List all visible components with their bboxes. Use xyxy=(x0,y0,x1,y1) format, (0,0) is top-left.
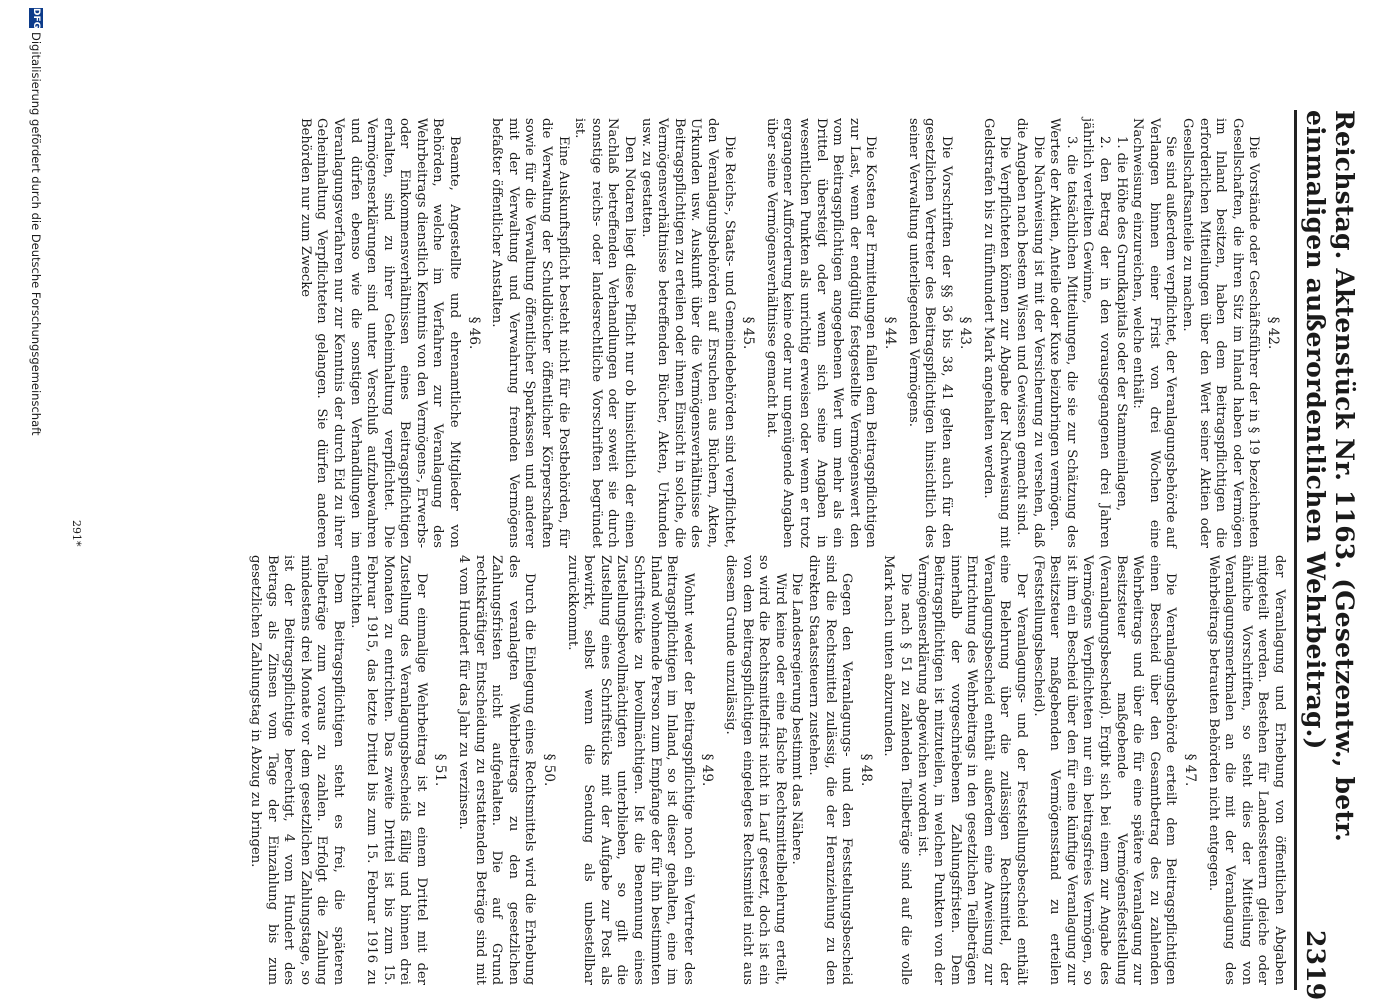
header-title: Reichstag. Aktenstück Nr. 1163. (Gesetzentw., betr. einmaligen außerordentlichen Wehrbeitrag.) xyxy=(1301,110,1359,843)
section-heading: § 42. xyxy=(1265,316,1281,350)
paragraph: Wird keine oder eine falsche Rechtsmittelbelehrung erteilt, so wird die Rechtsmittelfrist nicht in Lauf gesetzt, doch ist ein von dem Beitragspflichtigen eingelegtes Rechtsmittel nicht aus diesem Grunde unzulässig. xyxy=(723,555,788,985)
paragraph: Die Landesregierung bestimmt das Nähere. xyxy=(789,573,805,865)
list-item: 1. die Höhe des Grundkapitals oder der Stammeinlagen, xyxy=(1113,136,1129,512)
list-item: 3. die tatsächlichen Mitteilungen, die sie zur Schätzung des Wertes der Aktien, Anteile oder Kuxe beizubringen vermögen. xyxy=(1047,118,1079,548)
section-heading: § 44. xyxy=(881,316,898,350)
paragraph: der Veranlagung und Erhebung von öffentlichen Abgaben mitgeteilt werden. Bestehen für Landessteuern gleiche oder ähnliche Vorschriften, so steht dies der Mitteilung von Veranlagungsmerkmalen an die mit der Veranlagung des Wehrbeitrags betrauten Behörden nicht entgegen. xyxy=(1205,555,1287,985)
paragraph: Gegen den Veranlagungs- und den Feststellungsbescheid sind die Rechtsmittel zulässig, die der Heranziehung zu den direkten Staatssteuern zustehen. xyxy=(805,555,855,985)
paragraph: Die Vorstände oder Geschäftsführer der in § 19 bezeichneten Gesellschaften, die ihren Sitz im Inland haben oder Vermögen im Inland besitzen, haben dem Beitragspflichtigen die erforderlichen Mitteilungen über den Wert seiner Aktien oder Gesellschaftsanteile zu machen. xyxy=(1180,118,1262,548)
page-number: 2319 xyxy=(1301,930,1330,1000)
section-heading: § 43. xyxy=(957,316,974,350)
paragraph: Der Veranlagungs- und der Feststellungsbescheid enthält eine Belehrung über die zulässigen Rechtsmittel, der Veranlagungsbescheid enthält außerdem eine Anweisung zur Entrichtung des Wehrbeitrags in den gesetzlichen Teilbeträgen innerhalb der vorgeschriebenen Zahlungsfristen. Dem Beitragspflichtigen ist mitzuteilen, in welchen Punkten von der Vermögenserklärung abgewichen worden ist. xyxy=(914,555,1030,985)
paragraph: Die Nachweisung ist mit der Versicherung zu versehen, daß die Angaben nach bestem Wissen und Gewissen gemacht sind. xyxy=(1014,118,1046,548)
paragraph: Den Notaren liegt diese Pflicht nur ob hinsichtlich der einen Nachlaß betreffenden Verhandlungen oder soweit sie durch sonstige reichs- oder landesrechtliche Vorschriften begründet ist. xyxy=(572,118,638,548)
paragraph: Die Veranlagungsbehörde erteilt dem Beitragspflichtigen einen Bescheid über den Gesamtbetrag des zu zahlenden Wehrbeitrags und über die für eine spätere Veranlagung zur Besitzsteuer maßgebende Vermögensfeststellung (Veranlagungsbescheid). Ergibt sich bei einem zur Angabe des Vermögens Verpflichteten nur ein beitragsfreies Vermögen, so ist ihm ein Bescheid über den für eine künftige Veranlagung zur Besitzsteuer maßgebenden Vermögensstand zu erteilen (Feststellungsbescheid). xyxy=(1030,555,1179,985)
paragraph: Durch die Einlegung eines Rechtsmittels wird die Erhebung des veranlagten Wehrbeitrags zu den gesetzlichen Zahlungsfristen nicht aufgehalten. Die auf Grund rechtskräftiger Entscheidung zu erstattenden Beträge sind mit 4 vom Hundert für das Jahr zu verzinsen. xyxy=(456,555,538,985)
credit-text: Digitalisierung gefördert durch die Deutsche Forschungsgemeinschaft xyxy=(29,32,43,436)
paragraph: Die nach § 51 zu zahlenden Teilbeträge sind auf die volle Mark nach unten abzurunden. xyxy=(881,555,913,985)
right-column xyxy=(246,555,1287,985)
paragraph: Eine Auskunftspflicht besteht nicht für die Postbehörden, für die Verwaltung der Schuldbücher öffentlicher Körperschaften sowie für die Verwaltung öffentlicher Sparkassen und anderer mit der Verwaltung und Verwahrung fremden Vermögens befaßter öffentlicher Anstalten. xyxy=(489,118,571,548)
section-heading: § 45. xyxy=(740,316,757,350)
section-heading: § 50. xyxy=(541,753,558,787)
paragraph: Dem Beitragspflichtigen steht es frei, die späteren Teilbeträge zum voraus zu zahlen. Erfolgt die Zahlung mindestens drei Monate vor dem gesetzlichen Zahlungstage, so ist der Beitragspflichtige berechtigt, 4 vom Hundert des Betrags als Zinsen vom Tage der Einzahlung bis zum gesetzlichen Zahlungstag in Abzug zu bringen. xyxy=(247,555,346,985)
header-rule xyxy=(1294,110,1297,990)
paragraph: Die Vorschriften der §§ 36 bis 38, 41 gelten auch für den gesetzlichen Vertreter des Beitragspflichtigen hinsichtlich des seiner Verwaltung unterliegenden Vermögens. xyxy=(905,118,954,548)
paragraph: Die Kosten der Ermittelungen fallen dem Beitragspflichtigen zur Last, wenn der endgültig festgestellte Vermögenswert den vom Beitragspflichtigen angegebenen Wert um mehr als ein Drittel übersteigt oder wenn sich seine Angaben in wesentlichen Punkten als unrichtig erweisen oder wenn er trotz ergangener Aufforderung keine oder nur ungenügende Angaben über seine Vermögensverhältnisse gemacht hat. xyxy=(763,118,879,548)
paragraph: Wohnt weder der Beitragspflichtige noch ein Vertreter des Beitragspflichtigen im Inland, so ist dieser gehalten, eine im Inland wohnende Person zum Empfange der für ihn bestimmten Schriftstücke zu bevollmächtigen. Ist die Benennung eines Zustellungsbevollmächtigten unterblieben, so gilt die Zustellung eines Schriftstücks mit der Aufgabe zur Post als bewirkt, selbst wenn die Sendung als unbestellbar zurückkommt. xyxy=(564,555,696,985)
paragraph: Die Verpflichteten können zur Abgabe der Nachweisung mit Geldstrafen bis zu fünfhundert Mark angehalten werden. xyxy=(980,118,1013,548)
section-heading: § 51. xyxy=(432,753,449,787)
paragraph: Der einmalige Wehrbeitrag ist zu einem Drittel mit der Zustellung des Veranlagungsbescheids fällig und binnen drei Monaten zu entrichten. Das zweite Drittel ist bis zum 15. Februar 1915, das letzte Drittel bis zum 15. Februar 1916 zu entrichten. xyxy=(347,555,429,985)
dfg-credit xyxy=(29,8,43,435)
list-item: 2. den Betrag der in den vorausgegangenen drei Jahren jährlich verteilten Gewinne, xyxy=(1080,118,1113,548)
section-heading: § 49. xyxy=(699,753,716,787)
page-header xyxy=(1301,110,1359,1000)
left-column xyxy=(296,118,1287,548)
paragraph: Die Reichs-, Staats- und Gemeindebehörden sind verpflichtet, den Veranlagungsbehörden auf Ersuchen aus Büchern, Akten, Urkunden usw. Auskunft über die Vermögensverhältnisse des Beitragspflichtigen zu erteilen oder ihnen Einsicht in solche, die Vermögensverhältnisse betreffenden Bücher, Akten, Urkunden usw. zu gestatten. xyxy=(638,118,737,548)
section-heading: § 46. xyxy=(465,316,482,350)
section-heading: § 47. xyxy=(1182,753,1199,787)
section-heading: § 48. xyxy=(857,753,874,787)
paragraph: Sie sind außerdem verpflichtet, der Veranlagungsbehörde auf Verlangen binnen einer Frist von drei Wochen eine Nachweisung einzureichen, welche enthält: xyxy=(1130,118,1179,548)
signature-mark: 291* xyxy=(70,520,83,547)
dfg-logo-icon: DFG xyxy=(31,8,41,30)
paragraph: Beamte, Angestellte und ehrenamtliche Mitglieder von Behörden, welche im Verfahren zur Veranlagung des Wehrbeitrags dienstlich Kenntnis von den Vermögens-, Erwerbs- oder Einkommensverhältnissen eines Beitragspflichtigen erhalten, sind zu ihrer Geheimhaltung verpflichtet. Die Vermögenserklärungen sind unter Verschluß aufzubewahren und dürfen ebenso wie die sonstigen Verhandlungen im Veranlagungsverfahren nur zur Kenntnis der durch Eid zu ihrer Geheimhaltung Verpflichteten gelangen. Sie dürfen anderen Behörden nur zum Zwecke xyxy=(297,118,463,548)
